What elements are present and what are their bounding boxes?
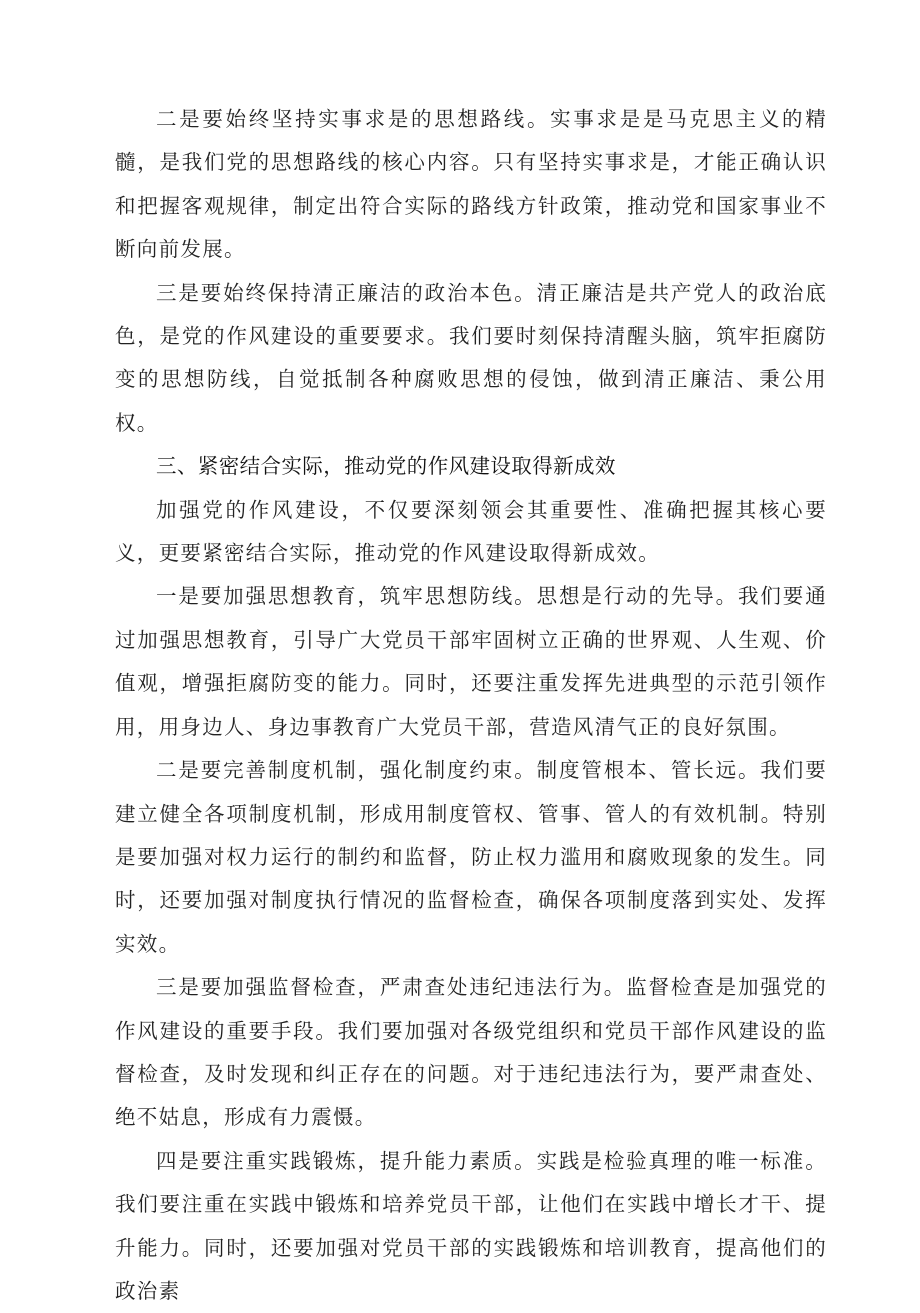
paragraph-principle-2: 二是要始终坚持实事求是的思想路线。实事求是是马克思主义的精髓，是我们党的思想路线的核心内容。只有坚持实事求是，才能正确认识和把握客观规律，制定出符合实际的路线方针政策，推动党和国家事业不断向前发展。 xyxy=(115,107,827,262)
document-body xyxy=(115,98,827,1313)
section-heading-3: 三、紧密结合实际，推动党的作风建设取得新成效 xyxy=(156,454,616,479)
paragraph-measure-1: 一是要加强思想教育，筑牢思想防线。思想是行动的先导。我们要通过加强思想教育，引导广大党员干部牢固树立正确的世界观、人生观、价值观，增强拒腐防变的能力。同时，还要注重发挥先进典型的示范引领作用，用身边人、身边事教育广大党员干部，营造风清气正的良好氛围。 xyxy=(115,584,827,739)
paragraph-measure-2: 二是要完善制度机制，强化制度约束。制度管根本、管长远。我们要建立健全各项制度机制，形成用制度管权、管事、管人的有效机制。特别是要加强对权力运行的制约和监督，防止权力滥用和腐败现象的发生。同时，还要加强对制度执行情况的监督检查，确保各项制度落到实处、发挥实效。 xyxy=(115,758,827,956)
paragraph-section-intro: 加强党的作风建设，不仅要深刻领会其重要性、准确把握其核心要义，更要紧密结合实际，推动党的作风建设取得新成效。 xyxy=(115,497,827,566)
paragraph-principle-3: 三是要始终保持清正廉洁的政治本色。清正廉洁是共产党人的政治底色，是党的作风建设的重要要求。我们要时刻保持清醒头脑，筑牢拒腐防变的思想防线，自觉抵制各种腐败思想的侵蚀，做到清正廉洁、秉公用权。 xyxy=(115,280,827,435)
paragraph-measure-4: 四是要注重实践锻炼，提升能力素质。实践是检验真理的唯一标准。我们要注重在实践中锻炼和培养党员干部，让他们在实践中增长才干、提升能力。同时，还要加强对党员干部的实践锻炼和培训教育，提高他们的政治素 xyxy=(115,1148,827,1303)
paragraph-measure-3: 三是要加强监督检查，严肃查处违纪违法行为。监督检查是加强党的作风建设的重要手段。我们要加强对各级党组织和党员干部作风建设的监督检查，及时发现和纠正存在的问题。对于违纪违法行为，要严肃查处、绝不姑息，形成有力震慑。 xyxy=(115,975,827,1130)
